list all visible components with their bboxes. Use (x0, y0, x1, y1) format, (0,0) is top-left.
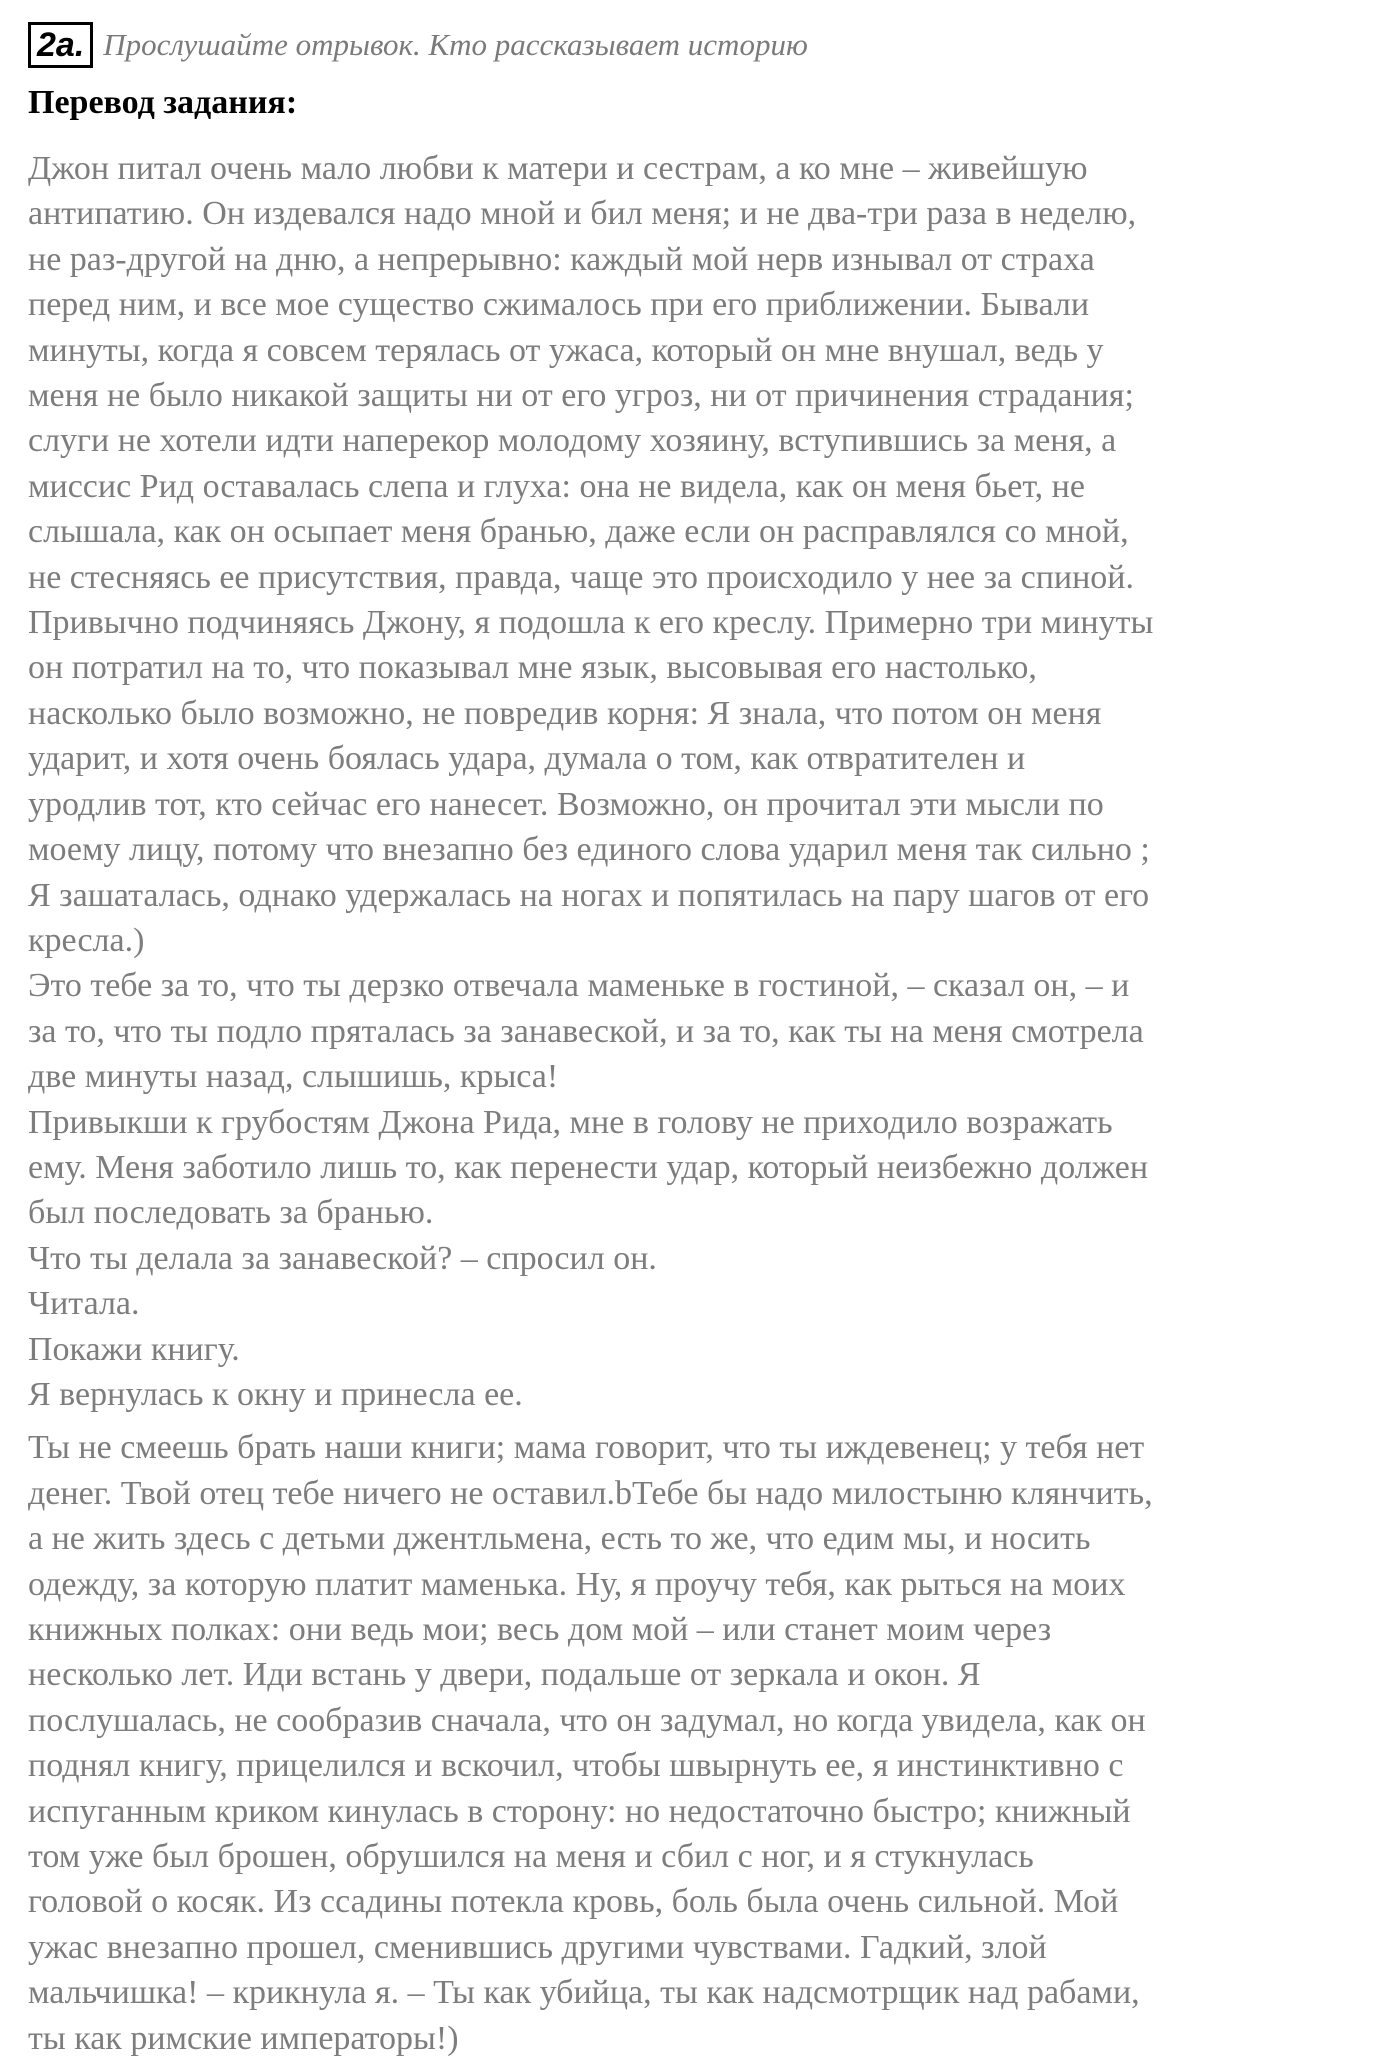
text-line: Что ты делала за занавеской? – спросил он. (28, 1239, 657, 1277)
text-line: Покажи книгу. (28, 1330, 240, 1368)
text-line: Я вернулась к окну и принесла ее. (28, 1375, 523, 1413)
text-line: ударит, и хотя очень боялась удара, думала о том, как отвратителен и (28, 740, 1026, 778)
text-line: уродлив тот, кто сейчас его нанесет. Возможно, он прочитал эти мысли по (28, 785, 1104, 823)
text-line: испуганным криком кинулась в сторону: но недостаточно быстро; книжный (28, 1792, 1131, 1830)
text-line: насколько было возможно, не повредив корня: Я знала, что потом он меня (28, 694, 1102, 732)
task-instruction: Прослушайте отрывок. Кто рассказывает историю (103, 27, 808, 62)
section-heading: Перевод задания: (28, 84, 298, 121)
text-line: слуги не хотели идти наперекор молодому хозяину, вступившись за меня, а (28, 422, 1117, 460)
text-line: слышала, как он осыпает меня бранью, даже если он расправлялся со мной, (28, 513, 1129, 551)
text-line: ты как римские императоры!) (28, 2019, 459, 2057)
task-header (28, 22, 808, 68)
text-line: Джон питал очень мало любви к матери и сестрам, а ко мне – живейшую (28, 150, 1088, 187)
text-line: книжных полках: они ведь мои; весь дом мой – или станет моим через (28, 1611, 1052, 1648)
text-line: ему. Меня заботило лишь то, как перенести удар, который неизбежно должен (28, 1148, 1149, 1186)
text-line: Читала. (28, 1285, 140, 1323)
text-line: одежду, за которую платит маменька. Ну, я проучу тебя, как рыться на моих (28, 1565, 1126, 1603)
text-line: Ты не смеешь брать наши книги; мама говорит, что ты иждевенец; у тебя нет (28, 1429, 1145, 1467)
text-line: головой о косяк. Из ссадины потекла кровь, боль была очень сильной. Мой (28, 1883, 1119, 1921)
text-line: послушалась, не сообразив сначала, что он задумал, но когда увидела, как он (28, 1701, 1146, 1739)
text-line: Привычно подчиняясь Джону, я подошла к его креслу. Примерно три минуты (28, 604, 1154, 642)
text-line: миссис Рид оставалась слепа и глуха: она не видела, как он меня бьет, не (28, 467, 1085, 505)
text-line: перед ним, и все мое существо сжималось при его приближении. Бывали (28, 286, 1090, 324)
text-line: денег. Твой отец тебе ничего не оставил.bТебе бы надо милостыню клянчить, (28, 1474, 1153, 1512)
text-line: а не жить здесь с детьми джентльмена, есть то же, что едим мы, и носить (28, 1520, 1091, 1558)
text-line: ужас внезапно прошел, сменившись другими чувствами. Гадкий, злой (28, 1928, 1047, 1966)
text-line: поднял книгу, прицелился и вскочил, чтобы швырнуть ее, я инстинктивно с (28, 1747, 1124, 1785)
text-line: не раз-другой на дню, а непрерывно: каждый мой нерв изнывал от страха (28, 240, 1095, 278)
task-number-badge: 2a. (28, 22, 93, 68)
text-line: Я зашаталась, однако удержалась на ногах и попятилась на пару шагов от его (28, 876, 1150, 914)
text-line: антипатию. Он издевался надо мной и бил меня; и не два-три раза в неделю, (28, 195, 1137, 233)
text-line: две минуты назад, слышишь, крыса! (28, 1058, 559, 1096)
text-line: был последовать за бранью. (28, 1194, 434, 1232)
translation-text (28, 146, 1348, 2061)
text-line: он потратил на то, что показывал мне язык, высовывая его настолько, (28, 649, 1037, 687)
text-line: минуты, когда я совсем терялась от ужаса, который он мне внушал, ведь у (28, 331, 1104, 369)
text-line: несколько лет. Иди встань у двери, подальше от зеркала и окон. Я (28, 1656, 981, 1694)
text-line: мальчишка! – крикнула я. – Ты как убийца, ты как надсмотрщик над рабами, (28, 1974, 1140, 2012)
text-line: моему лицу, потому что внезапно без единого слова ударил меня так сильно ; (28, 831, 1150, 869)
text-line: Это тебе за то, что ты дерзко отвечала маменьке в гостиной, – сказал он, – и (28, 967, 1130, 1005)
text-line: не стесняясь ее присутствия, правда, чаще это происходило у нее за спиной. (28, 558, 1134, 596)
text-line: кресла.) (28, 921, 145, 959)
text-line: меня не было никакой защиты ни от его угроз, ни от причинения страдания; (28, 377, 1134, 415)
text-line: Привыкши к грубостям Джона Рида, мне в голову не приходило возражать (28, 1103, 1113, 1141)
text-line: за то, что ты подло пряталась за занавеской, и за то, как ты на меня смотрела (28, 1012, 1144, 1050)
text-line: том уже был брошен, обрушился на меня и сбил с ног, и я стукнулась (28, 1838, 1034, 1876)
